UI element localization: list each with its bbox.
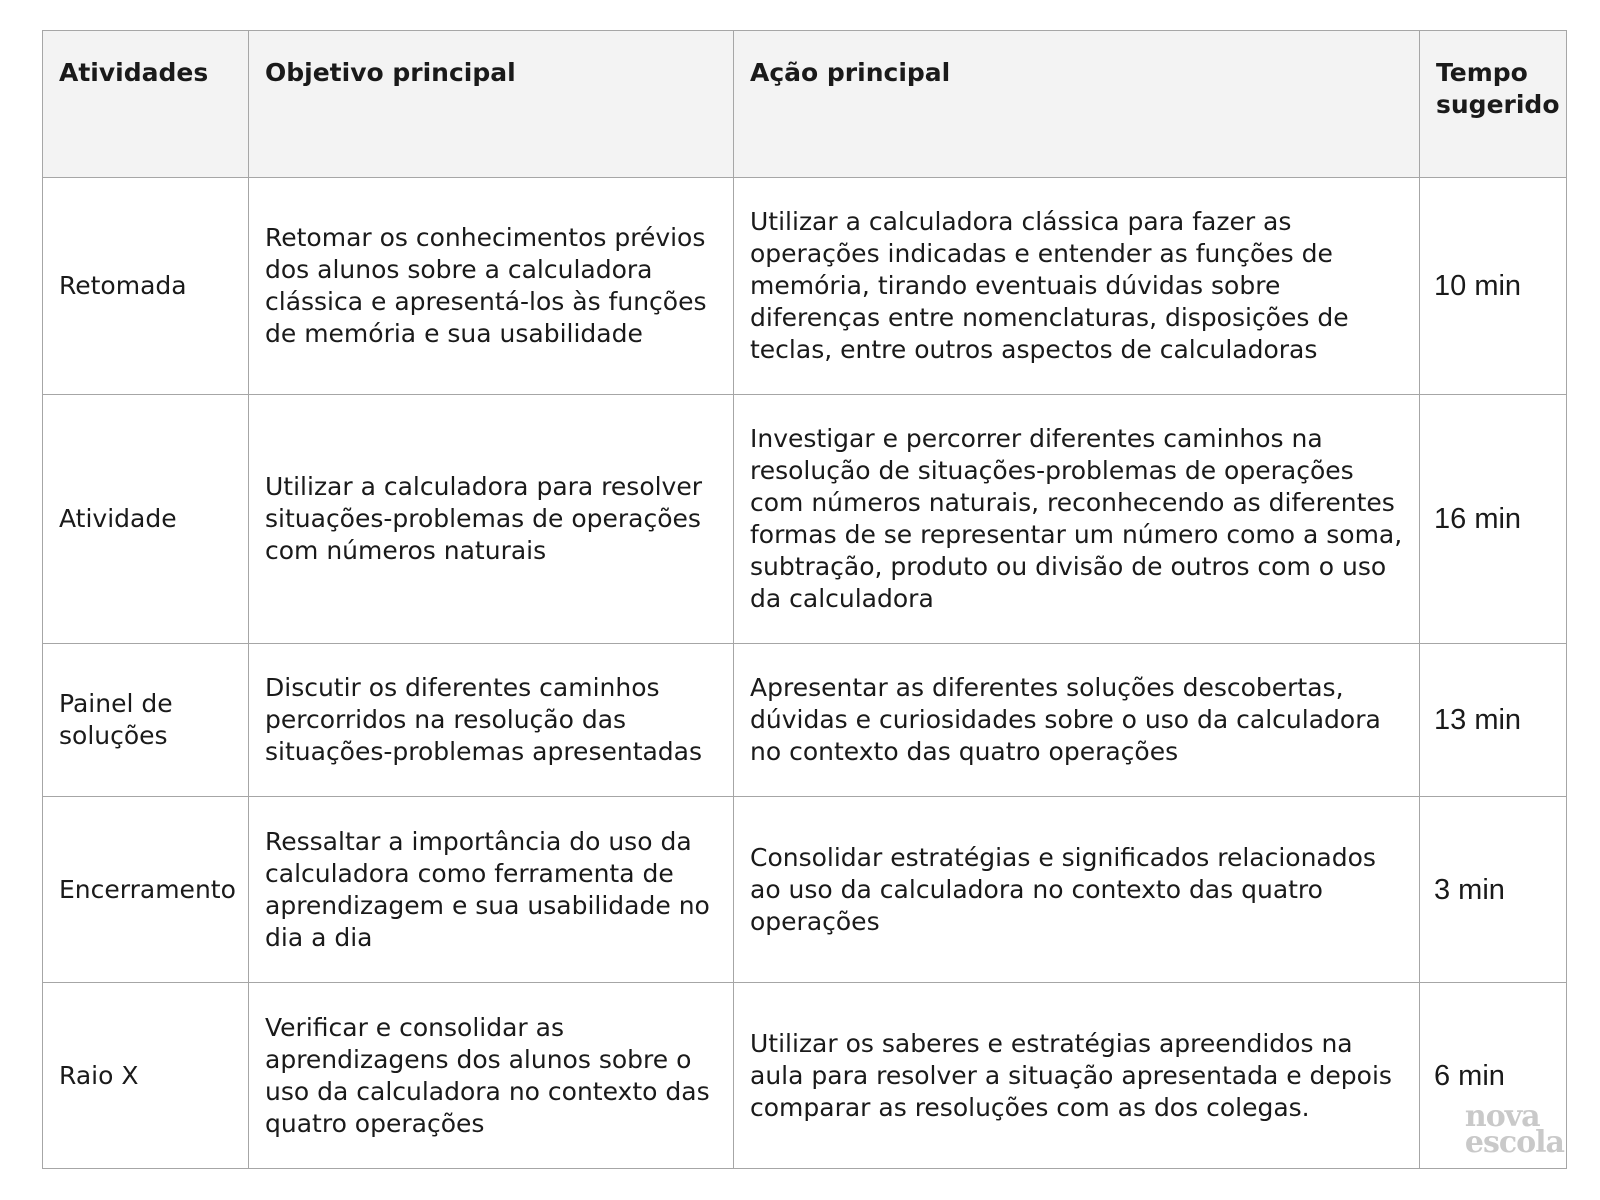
action-cell: Utilizar os saberes e estratégias apreendidos na aula para resolver a situação apresentada e depois comparar as resoluções com as dos colegas. [734,983,1420,1169]
nova-escola-logo [1464,1099,1564,1160]
activity-cell: Encerramento [43,797,249,983]
table-header-row [43,31,1567,178]
header-activities: Atividades [43,31,249,178]
table-row [43,178,1567,395]
time-cell: 10 min [1420,178,1567,395]
table-row [43,983,1567,1169]
action-cell: Utilizar a calculadora clássica para fazer as operações indicadas e entender as funções de memória, tirando eventuais dúvidas sobre diferenças entre nomenclaturas, disposições de teclas, entre outros aspectos de calculadoras [734,178,1420,395]
time-cell: 16 min [1420,395,1567,644]
objective-cell: Discutir os diferentes caminhos percorridos na resolução das situações-problemas apresentadas [249,644,734,797]
activity-cell: Atividade [43,395,249,644]
activity-cell: Raio X [43,983,249,1169]
action-cell: Apresentar as diferentes soluções descobertas, dúvidas e curiosidades sobre o uso da calculadora no contexto das quatro operações [734,644,1420,797]
activity-cell: Retomada [43,178,249,395]
table-row [43,395,1567,644]
header-time: Tempo sugerido [1420,31,1567,178]
time-cell [1420,983,1567,1169]
lesson-plan-table [42,30,1567,1169]
header-action: Ação principal [734,31,1420,178]
activity-cell: Painel de soluções [43,644,249,797]
objective-cell: Retomar os conhecimentos prévios dos alunos sobre a calculadora clássica e apresentá-los às funções de memória e sua usabilidade [249,178,734,395]
logo-line-1: nova [1464,1099,1540,1134]
action-cell: Investigar e percorrer diferentes caminhos na resolução de situações-problemas de operações com números naturais, reconhecendo as diferentes formas de se representar um número como a soma, subtração, produto ou divisão de outros com o uso da calculadora [734,395,1420,644]
time-value: 6 min [1434,1059,1505,1092]
action-cell: Consolidar estratégias e significados relacionados ao uso da calculadora no contexto das quatro operações [734,797,1420,983]
objective-cell: Ressaltar a importância do uso da calculadora como ferramenta de aprendizagem e sua usabilidade no dia a dia [249,797,734,983]
logo-line-2: escola [1464,1125,1564,1160]
time-cell: 3 min [1420,797,1567,983]
time-cell: 13 min [1420,644,1567,797]
table-row [43,797,1567,983]
objective-cell: Utilizar a calculadora para resolver situações-problemas de operações com números naturais [249,395,734,644]
objective-cell: Verificar e consolidar as aprendizagens dos alunos sobre o uso da calculadora no contexto das quatro operações [249,983,734,1169]
header-objective: Objetivo principal [249,31,734,178]
table-row [43,644,1567,797]
